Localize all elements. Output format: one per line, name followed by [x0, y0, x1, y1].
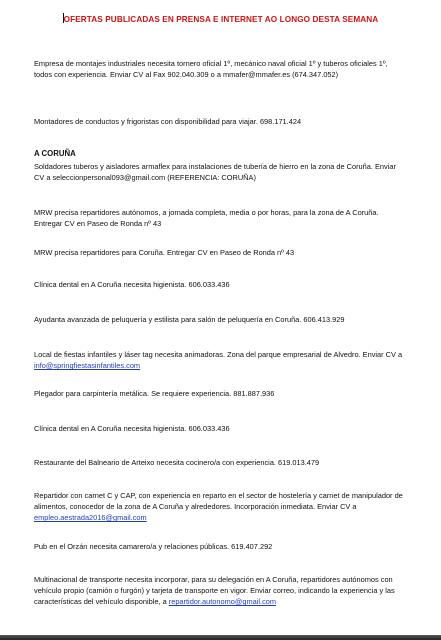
- job-ad: [34, 207, 406, 229]
- job-ad: [34, 541, 406, 552]
- job-ad-text: Clínica dental en A Coruña necesita higienista. 606.033.436: [34, 424, 230, 433]
- job-ad: [34, 161, 406, 183]
- job-ad-text: Local de fiestas infantiles y láser tag necesita animadoras. Zona del parque empresarial de Alvedro. Enviar CV a: [34, 350, 403, 359]
- job-ad-text: Montadores de conductos y frigoristas con disponibilidad para viajar. 698.171.424: [34, 117, 302, 126]
- email-link[interactable]: repartidor.autonomo@gmail.com: [168, 597, 277, 607]
- job-ad-text: Restaurante del Balneario de Arteixo necesita cocinero/a con experiencia. 619.013.479: [34, 458, 320, 467]
- job-ad: [34, 388, 406, 399]
- job-ad-text: MRW precisa repartidores autónomos, a jornada completa, media o por horas, para la zona de A Coruña. Entregar CV en Paseo de Ronda nº 43: [34, 208, 379, 229]
- job-ad-text: Plegador para carpintería metálica. Se requiere experiencia. 881.887.936: [34, 389, 275, 398]
- job-ad-text: Clínica dental en A Coruña necesita higienista. 606.033.436: [34, 280, 230, 289]
- job-ad: [34, 314, 406, 325]
- email-link[interactable]: empleo.aestrada2016@gmail.com: [34, 513, 147, 523]
- section-heading-text: A CORUÑA: [34, 149, 76, 158]
- job-ad-text: Multinacional de transporte necesita incorporar, para su delegación en A Coruña, repartidores autónomos con vehículo propio (camión o furgón) y tarjeta de transporte en vigor. Enviar correo, indicando la experiencia y las características del vehículo disponible, a: [34, 575, 395, 607]
- job-ad: [34, 279, 406, 290]
- job-ad: [34, 423, 406, 434]
- job-ad-text: Ayudanta avanzada de peluquería y estilista para salón de peluquería en Coruña. 606.413.929: [34, 315, 345, 324]
- job-ad-text: Repartidor con carnet C y CAP, con experiencia en reparto en el sector de hostelería y carnet de manipulador de alimentos, conocedor de la zona de A Coruña y alrededores. Incorporación inmediata. Enviar CV a: [34, 491, 403, 512]
- section-heading: [34, 148, 406, 159]
- email-link[interactable]: info@springfiestasinfantiles.com: [34, 361, 141, 371]
- job-ad: [34, 116, 406, 127]
- job-ad: [34, 349, 406, 371]
- job-ad-text: MRW precisa repartidores para Coruña. Entregar CV en Paseo de Ronda nº 43: [34, 248, 295, 257]
- job-ad-text: Pub en el Orzán necesita camarero/a y relaciones públicas. 619.407.292: [34, 542, 273, 551]
- page-title: [0, 13, 441, 24]
- job-ad: [34, 574, 406, 608]
- page-title-text: OFERTAS PUBLICADAS EN PRENSA E INTERNET AO LONGO DESTA SEMANA: [63, 15, 379, 24]
- job-ad: [34, 247, 406, 258]
- job-ad-text: Soldadores tuberos y aisladores armaflex para instalaciones de tubería de hierro en la zona de Coruña. Enviar CV a seleccionpersonal093@gmail.com (REFERENCIA: CORUÑA): [34, 162, 396, 183]
- job-ad-text: Empresa de montajes industriales necesita tornero oficial 1º, mecánico naval oficial 1º y tuberos oficiales 1º, todos con experiencia. Enviar CV al Fax 902.040.309 o a mmafer@mmafer.es (674.347.052): [34, 59, 388, 80]
- job-ad: [34, 490, 406, 524]
- page-bottom-edge: [0, 635, 441, 640]
- job-ad: [34, 58, 406, 80]
- job-ad: [34, 457, 406, 468]
